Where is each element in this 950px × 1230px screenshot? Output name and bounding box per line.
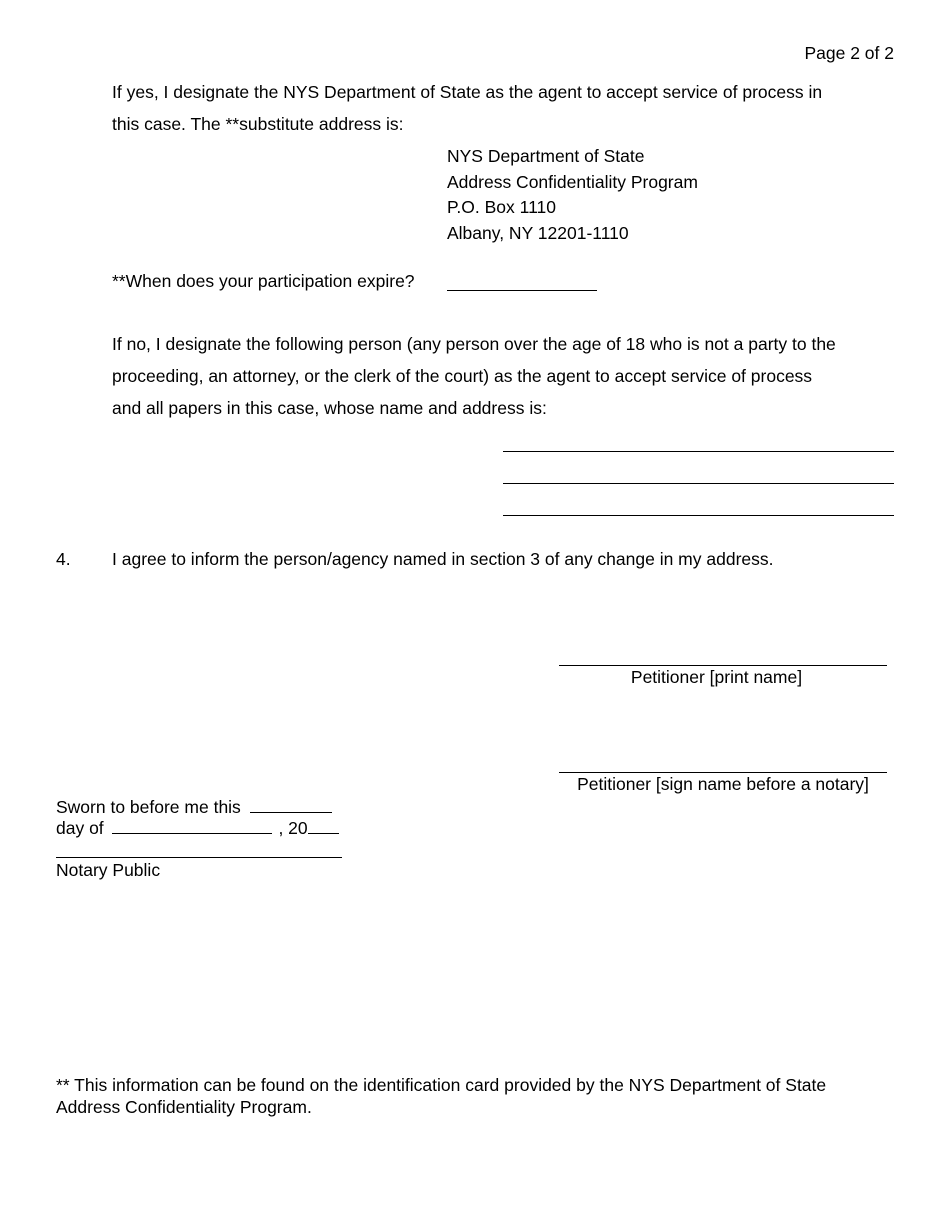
year-field[interactable] [308,817,339,834]
address-line-4: Albany, NY 12201-1110 [447,222,629,243]
agent-line-3[interactable] [503,496,894,516]
notary-label: Notary Public [56,860,161,880]
year-prefix: , 20 [278,818,308,838]
substitute-address [447,144,698,246]
address-line-1: NYS Department of State [447,146,645,166]
day-of-row [56,817,339,839]
address-line-3: P.O. Box 1110 [447,197,556,217]
footnote [56,1074,826,1118]
address-line-2: Address Confidentiality Program [447,171,698,192]
footnote-line-1: ** This information can be found on the identification card provided by the NYS Department of State [56,1075,827,1095]
no-paragraph [112,328,912,424]
signature-label: Petitioner [sign name before a notary] [577,774,869,794]
agent-line-1[interactable] [503,432,894,452]
month-field[interactable] [112,817,272,834]
print-name-line[interactable] [559,665,887,666]
no-paragraph-line-1: If no, I designate the following person (any person over the age of 18 who is not a party to the [112,334,836,354]
section-4-number: 4. [56,549,71,569]
footnote-line-2: Address Confidentiality Program. [56,1097,312,1117]
notary-signature-line[interactable] [56,857,342,858]
yes-paragraph [112,76,912,140]
sworn-row [56,796,332,818]
day-of-text: day of [56,818,104,838]
signature-line[interactable] [559,772,887,773]
section-4-text: I agree to inform the person/agency named in section 3 of any change in my address. [112,549,774,569]
yes-paragraph-line-1: If yes, I designate the NYS Department of State as the agent to accept service of process in [112,82,823,102]
sworn-day-field[interactable] [250,796,332,813]
expire-question: **When does your participation expire? [112,271,415,291]
no-paragraph-line-3: and all papers in this case, whose name and address is: [112,398,547,418]
no-paragraph-line-2: proceeding, an attorney, or the clerk of the court) as the agent to accept service of process [112,366,813,386]
yes-paragraph-line-2: this case. The **substitute address is: [112,114,404,134]
print-name-label: Petitioner [print name] [630,667,803,687]
expire-date-field[interactable] [447,272,597,291]
agent-line-2[interactable] [503,464,894,484]
page-number: Page 2 of 2 [804,43,894,63]
sworn-text: Sworn to before me this [56,797,241,817]
